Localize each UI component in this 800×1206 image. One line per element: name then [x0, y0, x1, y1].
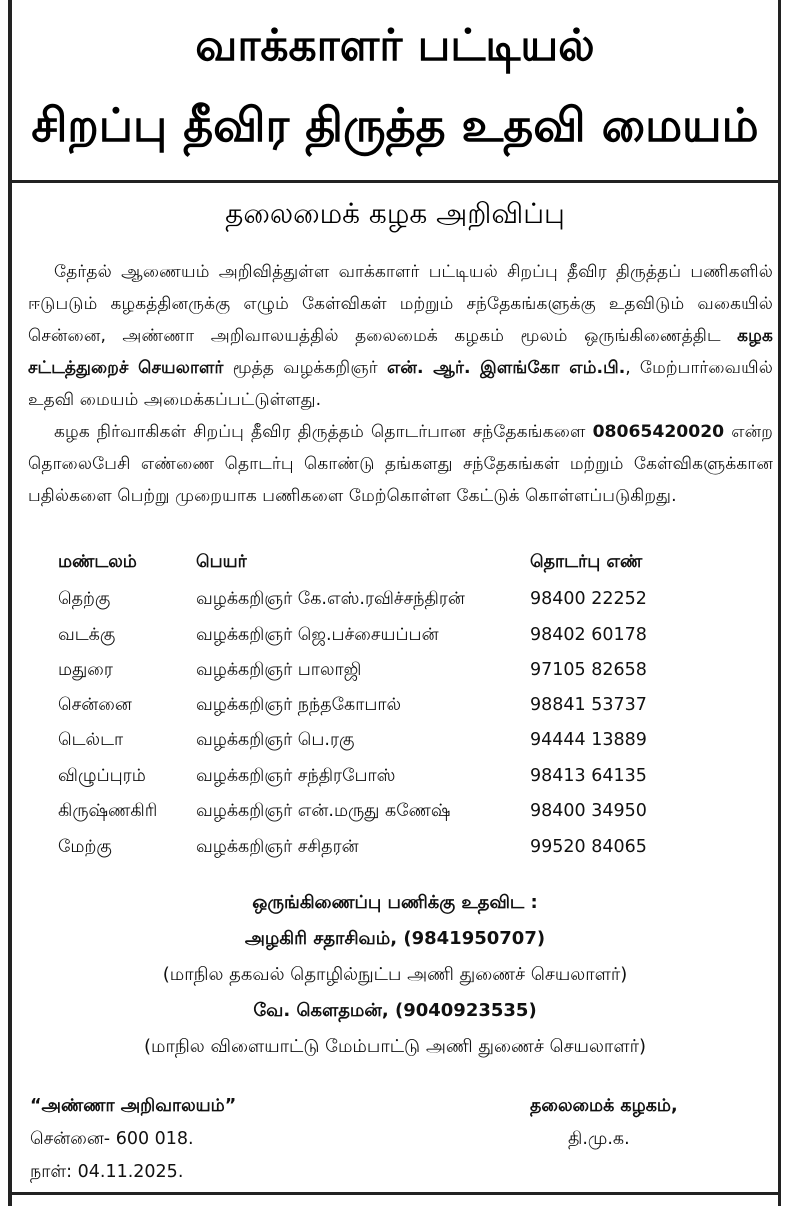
footer-org: தலைமைக் கழகம், [530, 1096, 678, 1116]
name-cell: வழக்கறிஞர் சந்திரபோஸ் [196, 766, 396, 786]
phone-cell: 94444 13889 [530, 730, 647, 750]
zone-cell: மேற்கு [58, 837, 112, 857]
coordination-heading: ஒருங்கிணைப்பு பணிக்கு உதவிட : [252, 892, 538, 913]
paragraph-2 [28, 416, 773, 512]
name-cell: வழக்கறிஞர் சசிதரன் [196, 837, 359, 857]
coordinator-1: அழகிரி சதாசிவம், (9841950707) [244, 928, 546, 949]
phone-cell: 98402 60178 [530, 625, 647, 645]
paragraph-1 [28, 256, 773, 416]
paragraph-2-part1: கழக நிர்வாகிகள் சிறப்பு தீவிர திருத்தம் தொடர்பான சந்தேகங்களை [54, 422, 586, 442]
table-row [0, 794, 800, 828]
name-cell: வழக்கறிஞர் ஜெ.பச்சையப்பன் [196, 625, 439, 645]
table-row [0, 723, 800, 757]
helpline-number: 08065420020 [592, 422, 725, 442]
name-cell: வழக்கறிஞர் நந்தகோபால் [196, 695, 402, 715]
table-header-row [0, 545, 800, 579]
page-title-line2: சிறப்பு தீவிர திருத்த உதவி மையம் [31, 98, 759, 152]
zone-cell: விழுப்புரம் [58, 766, 146, 786]
paragraph-1-part2: மூத்த வழக்கறிஞர் [232, 358, 378, 378]
phone-cell: 97105 82658 [530, 660, 647, 680]
coordinator-1-role: (மாநில தகவல் தொழில்நுட்ப அணி துணைச் செயலாளர்) [162, 964, 628, 985]
table-row [0, 653, 800, 687]
zone-cell: வடக்கு [58, 625, 116, 645]
footer-place: “அண்ணா அறிவாலயம்” [30, 1096, 237, 1116]
table-row [0, 582, 800, 616]
paragraph-1-bold1: கழக சட்டத்துறைச் செயலாளர் [28, 326, 773, 378]
phone-cell: 98400 22252 [530, 589, 647, 609]
footer-date: நாள்: 04.11.2025. [30, 1162, 184, 1182]
phone-cell: 99520 84065 [530, 837, 647, 857]
bottom-border [12, 1192, 780, 1195]
paragraph-1-part3: , மேற்பார்வையில் உதவி மையம் அமைக்கப்பட்டுள்ளது. [28, 358, 774, 410]
phone-cell: 98413 64135 [530, 766, 647, 786]
page-subtitle: தலைமைக் கழக அறிவிப்பு [225, 197, 565, 230]
zone-cell: தெற்கு [58, 589, 111, 609]
footer-party: தி.மு.க. [568, 1129, 630, 1149]
paragraph-1-part1: தேர்தல் ஆணையம் அறிவித்துள்ள வாக்காளர் பட்டியல் சிறப்பு தீவிர திருத்தப் பணிகளில் ஈடுபடும் கழகத்தினருக்கு எழும் கேள்விகள் மற்றும் சந்தேகங்களுக்கு உதவிடும் வகையில் சென்னை, அண்ணா அறிவாலயத்தில் தலைமைக் கழகம் மூலம் ஒருங்கிணைத்திட [28, 262, 773, 346]
name-cell: வழக்கறிஞர் கே.எஸ்.ரவிச்சந்திரன் [196, 589, 465, 609]
column-header-phone: தொடர்பு எண் [530, 552, 643, 572]
zone-cell: கிருஷ்ணகிரி [58, 801, 158, 821]
zone-cell: டெல்டா [58, 730, 124, 750]
column-header-zone: மண்டலம் [58, 552, 137, 572]
paragraph-2-part2: என்ற தொலைபேசி எண்ணை தொடர்பு கொண்டு தங்களது சந்தேகங்கள் மற்றும் கேள்விகளுக்கான பதில்களை பெற்று முறையாக பணிகளை மேற்கொள்ள கேட்டுக் கொள்ளப்படுகிறது. [28, 422, 773, 506]
table-row [0, 759, 800, 793]
paragraph-1-bold2: என். ஆர். இளங்கோ எம்.பி. [386, 358, 626, 378]
table-row [0, 830, 800, 864]
name-cell: வழக்கறிஞர் பாலாஜி [196, 660, 362, 680]
page-title-line1: வாக்காளர் பட்டியல் [195, 20, 595, 71]
name-cell: வழக்கறிஞர் என்.மருது கணேஷ் [196, 801, 451, 821]
table-row [0, 618, 800, 652]
coordinator-2-role: (மாநில விளையாட்டு மேம்பாட்டு அணி துணைச் செயலாளர்) [143, 1036, 646, 1057]
phone-cell: 98400 34950 [530, 801, 647, 821]
footer-city: சென்னை- 600 018. [30, 1129, 194, 1149]
table-row [0, 688, 800, 722]
zone-cell: மதுரை [58, 660, 113, 680]
zone-cell: சென்னை [58, 695, 132, 715]
column-header-name: பெயர் [196, 552, 247, 572]
name-cell: வழக்கறிஞர் பெ.ரகு [196, 730, 355, 750]
coordinator-2: வே. கௌதமன், (9040923535) [253, 1000, 537, 1021]
phone-cell: 98841 53737 [530, 695, 647, 715]
title-divider [12, 180, 778, 183]
